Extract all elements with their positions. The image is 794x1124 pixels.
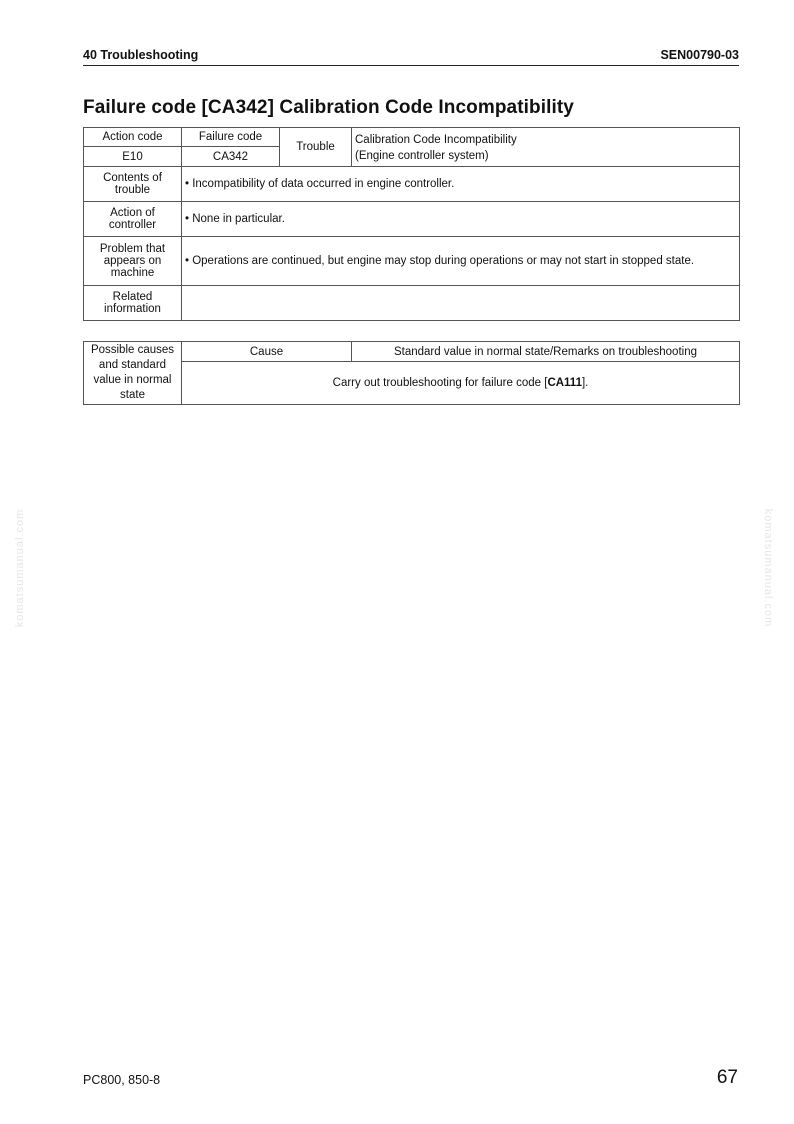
- trouble-label: Trouble: [280, 128, 352, 167]
- contents-of-trouble-label: Contents of trouble: [84, 167, 182, 202]
- problem-on-machine-value: • Operations are continued, but engine may stop during operations or may not start in stopped state.: [182, 237, 740, 286]
- troubleshooting-remark: [182, 362, 740, 405]
- possible-causes-label: Possible causes and standard value in normal state: [84, 342, 182, 405]
- remark-prefix: Carry out troubleshooting for failure code [: [332, 377, 548, 389]
- related-information-label: Related information: [84, 286, 182, 321]
- trouble-line-2: (Engine controller system): [355, 150, 489, 162]
- problem-on-machine-label: Problem that appears on machine: [84, 237, 182, 286]
- page-title: Failure code [CA342] Calibration Code Incompatibility: [83, 97, 574, 118]
- watermark-left: komatsumanual.com: [14, 508, 26, 628]
- contents-of-trouble-value: • Incompatibility of data occurred in engine controller.: [182, 167, 740, 202]
- watermark-right: komatsumanual.com: [762, 508, 774, 628]
- section-title: 40 Troubleshooting: [83, 48, 199, 62]
- action-of-controller-value: • None in particular.: [182, 202, 740, 237]
- action-of-controller-label: Action of controller: [84, 202, 182, 237]
- remark-failure-code: CA111: [547, 377, 582, 389]
- failure-code-header: Failure code: [182, 128, 280, 147]
- page-header: [83, 47, 739, 66]
- trouble-line-1: Calibration Code Incompatibility: [355, 134, 517, 146]
- possible-causes-table: [83, 341, 740, 405]
- related-information-value: [182, 286, 740, 321]
- remarks-header: Standard value in normal state/Remarks on troubleshooting: [352, 342, 740, 362]
- remark-suffix: ].: [581, 377, 589, 389]
- cause-header: Cause: [182, 342, 352, 362]
- action-code-header: Action code: [84, 128, 182, 147]
- page-number: 67: [716, 1067, 738, 1088]
- trouble-description: [352, 128, 740, 167]
- document-code: SEN00790-03: [660, 48, 739, 62]
- failure-code-value: CA342: [182, 147, 280, 167]
- footer-model: PC800, 850-8: [83, 1073, 161, 1087]
- action-code-value: E10: [84, 147, 182, 167]
- failure-code-table: [83, 127, 740, 321]
